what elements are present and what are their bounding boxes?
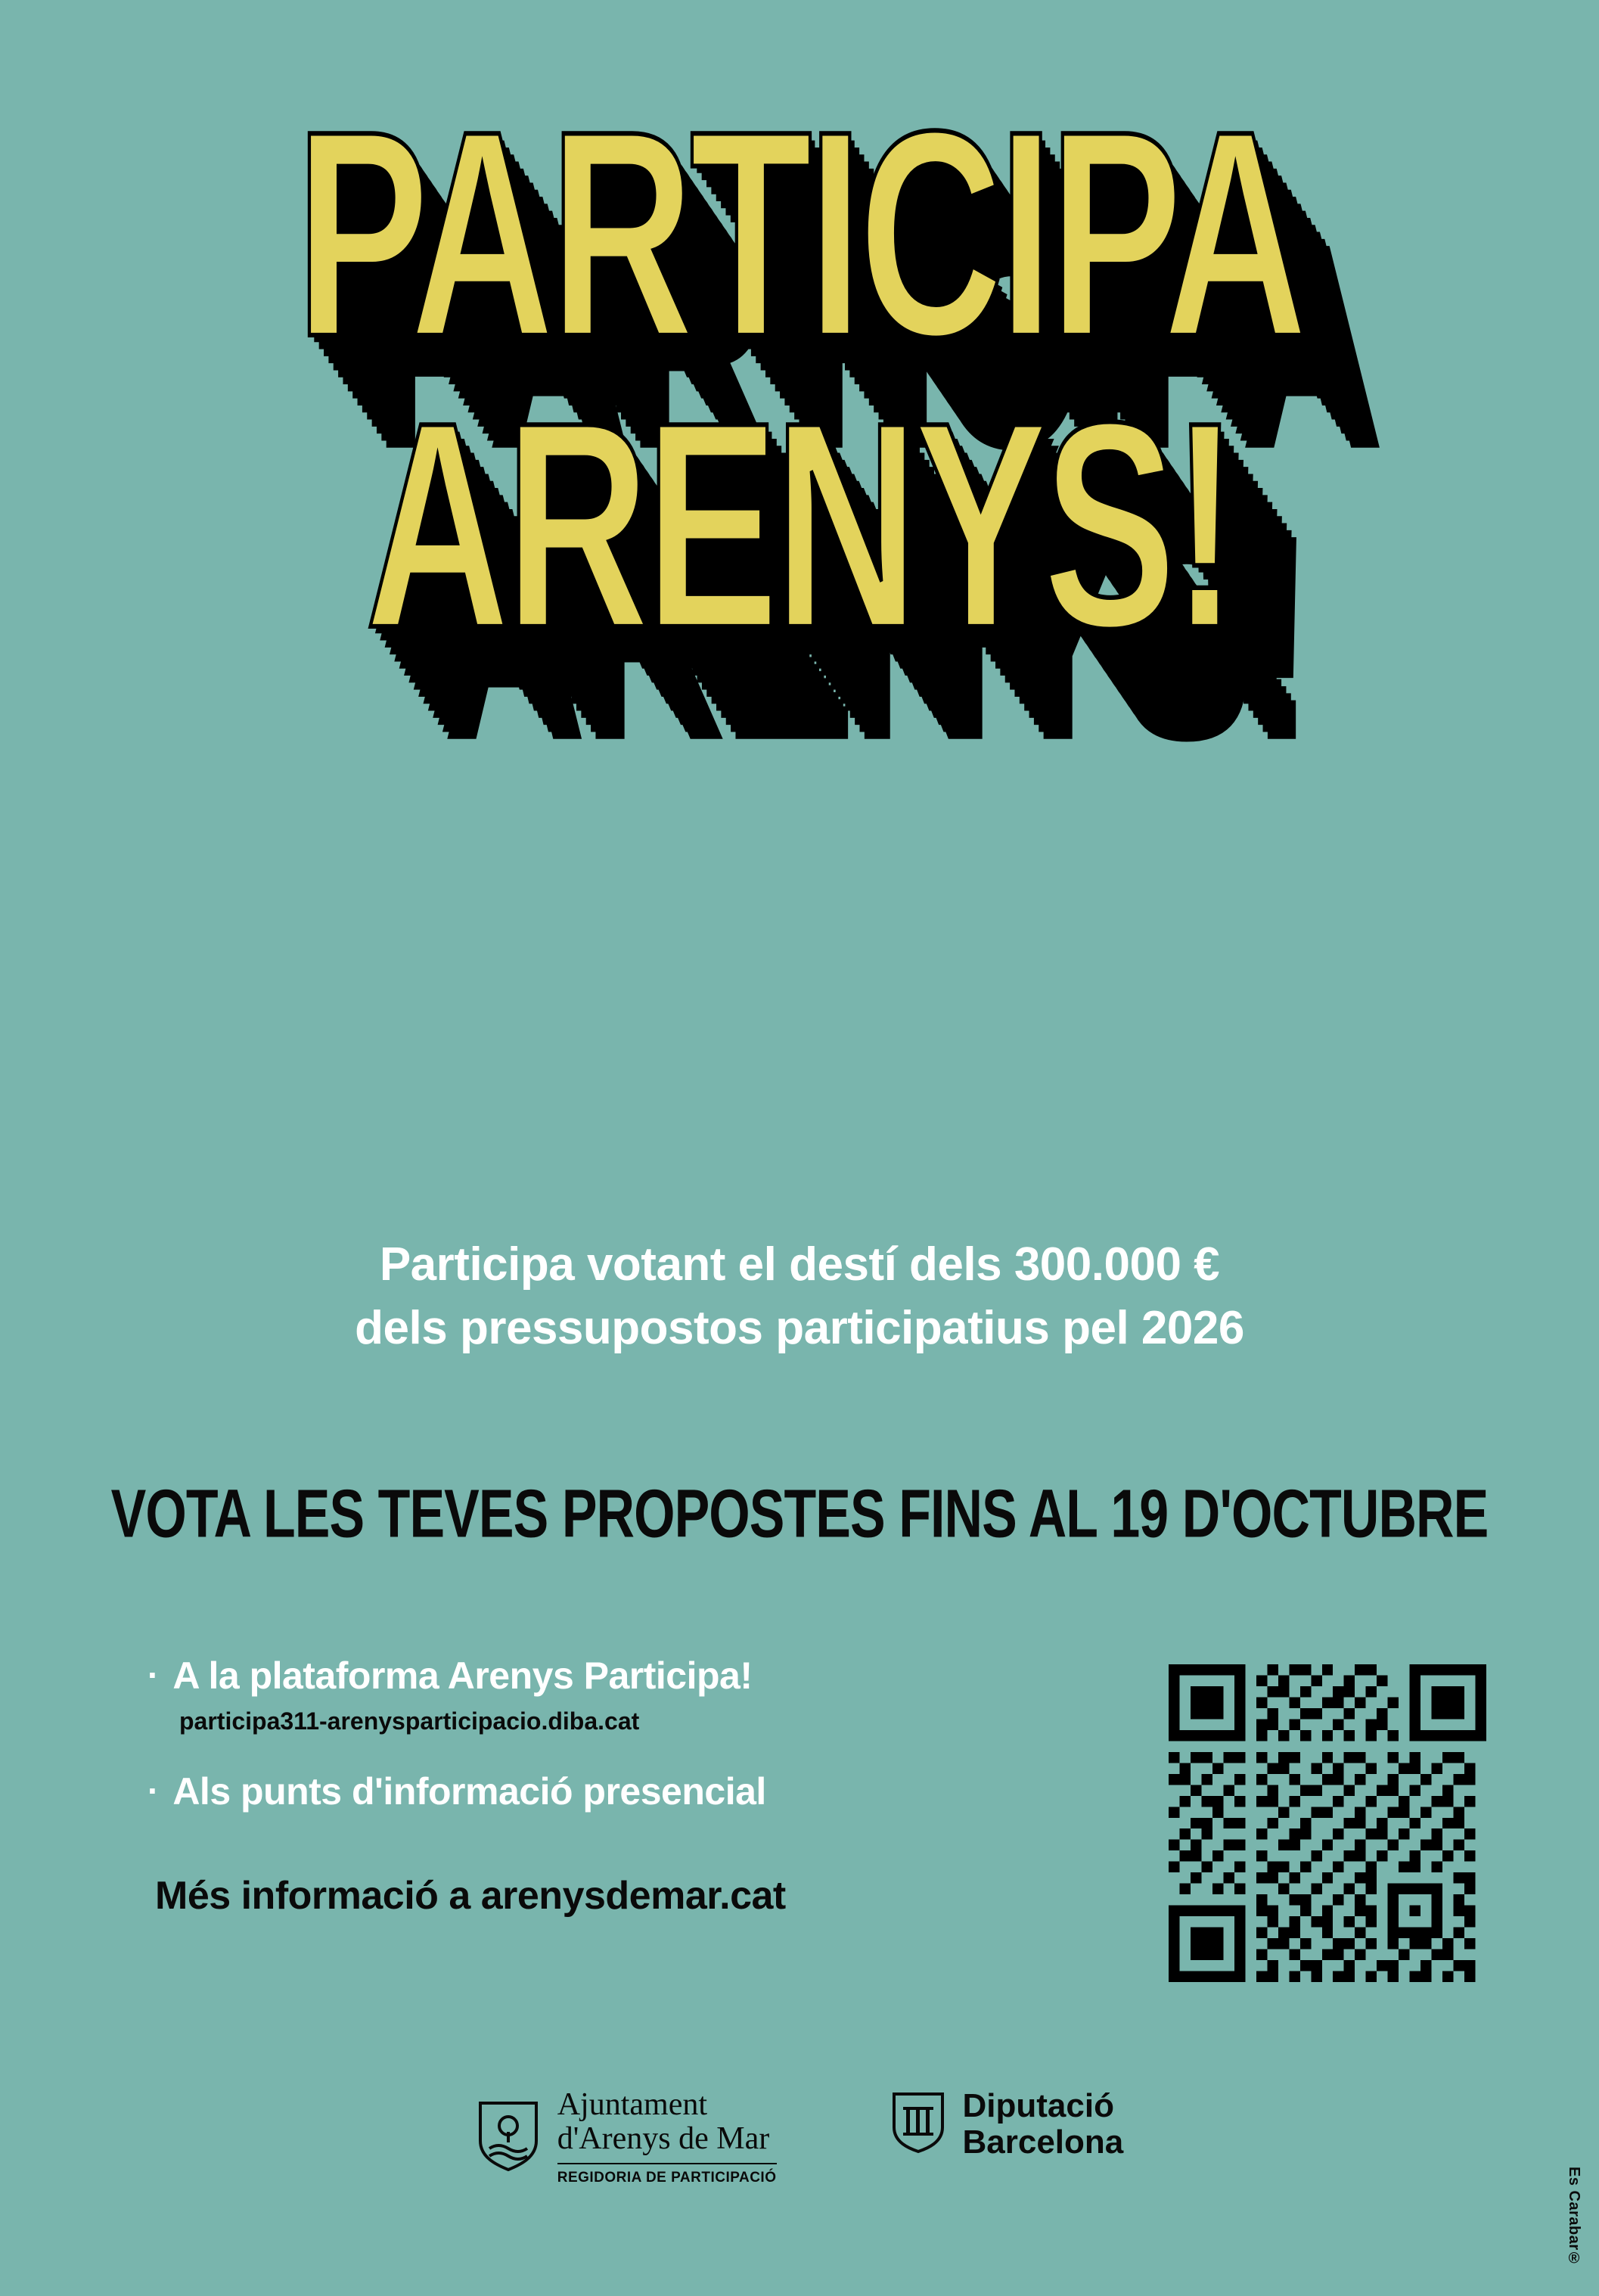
qr-code-svg bbox=[1169, 1664, 1486, 1982]
platform-url[interactable]: participa311-arenysparticipacio.diba.cat bbox=[179, 1707, 640, 1735]
subtitle-line-1: Participa votant el destí dels 300.000 € bbox=[379, 1238, 1220, 1291]
list-item bbox=[147, 1653, 1116, 1698]
option-label-platform: A la plataforma Arenys Participa! bbox=[172, 1654, 753, 1697]
deadline-banner: VOTA LES TEVES PROPOSTES FINS AL 19 D'OCTUBRE bbox=[110, 1476, 1489, 1552]
design-credit: Es Carabar® bbox=[1566, 2166, 1582, 2267]
poster-subtitle bbox=[0, 1233, 1599, 1359]
poster-title bbox=[0, 70, 1599, 689]
title-line-2: ARENYS! bbox=[365, 361, 1234, 689]
crest-svg bbox=[890, 2090, 946, 2155]
option-label-presencial: Als punts d'informació presencial bbox=[172, 1770, 766, 1813]
participation-options bbox=[147, 1653, 1116, 1919]
ajuntament-line-2: d'Arenys de Mar bbox=[557, 2121, 770, 2157]
qr-code-icon[interactable] bbox=[1169, 1664, 1486, 1982]
bullet-dot-icon: · bbox=[147, 1771, 160, 1810]
title-line-1: PARTICIPA bbox=[296, 70, 1303, 398]
regidoria-subtitle: REGIDORIA DE PARTICIPACIÓ bbox=[557, 2163, 777, 2186]
diputacio-logo-text bbox=[963, 2088, 1124, 2161]
more-info-text: Més informació a arenysdemar.cat bbox=[155, 1874, 786, 1918]
subtitle-line-2: dels pressupostos participatius pel 2026 bbox=[355, 1301, 1244, 1354]
ajuntament-line-1: Ajuntament bbox=[557, 2087, 708, 2122]
arenys-de-mar-crest-icon bbox=[476, 2099, 541, 2175]
crest-svg bbox=[476, 2099, 541, 2171]
logo-ajuntament-arenys bbox=[476, 2088, 777, 2186]
ajuntament-logo-text bbox=[557, 2088, 777, 2186]
logo-diputacio-barcelona bbox=[890, 2088, 1124, 2161]
diputacio-line-1: Diputació bbox=[962, 2087, 1114, 2124]
list-item bbox=[147, 1769, 1116, 1814]
diputacio-barcelona-crest-icon bbox=[890, 2090, 946, 2159]
footer-logos bbox=[0, 2088, 1599, 2186]
diputacio-line-2: Barcelona bbox=[962, 2124, 1124, 2161]
bullet-dot-icon: · bbox=[147, 1655, 160, 1695]
